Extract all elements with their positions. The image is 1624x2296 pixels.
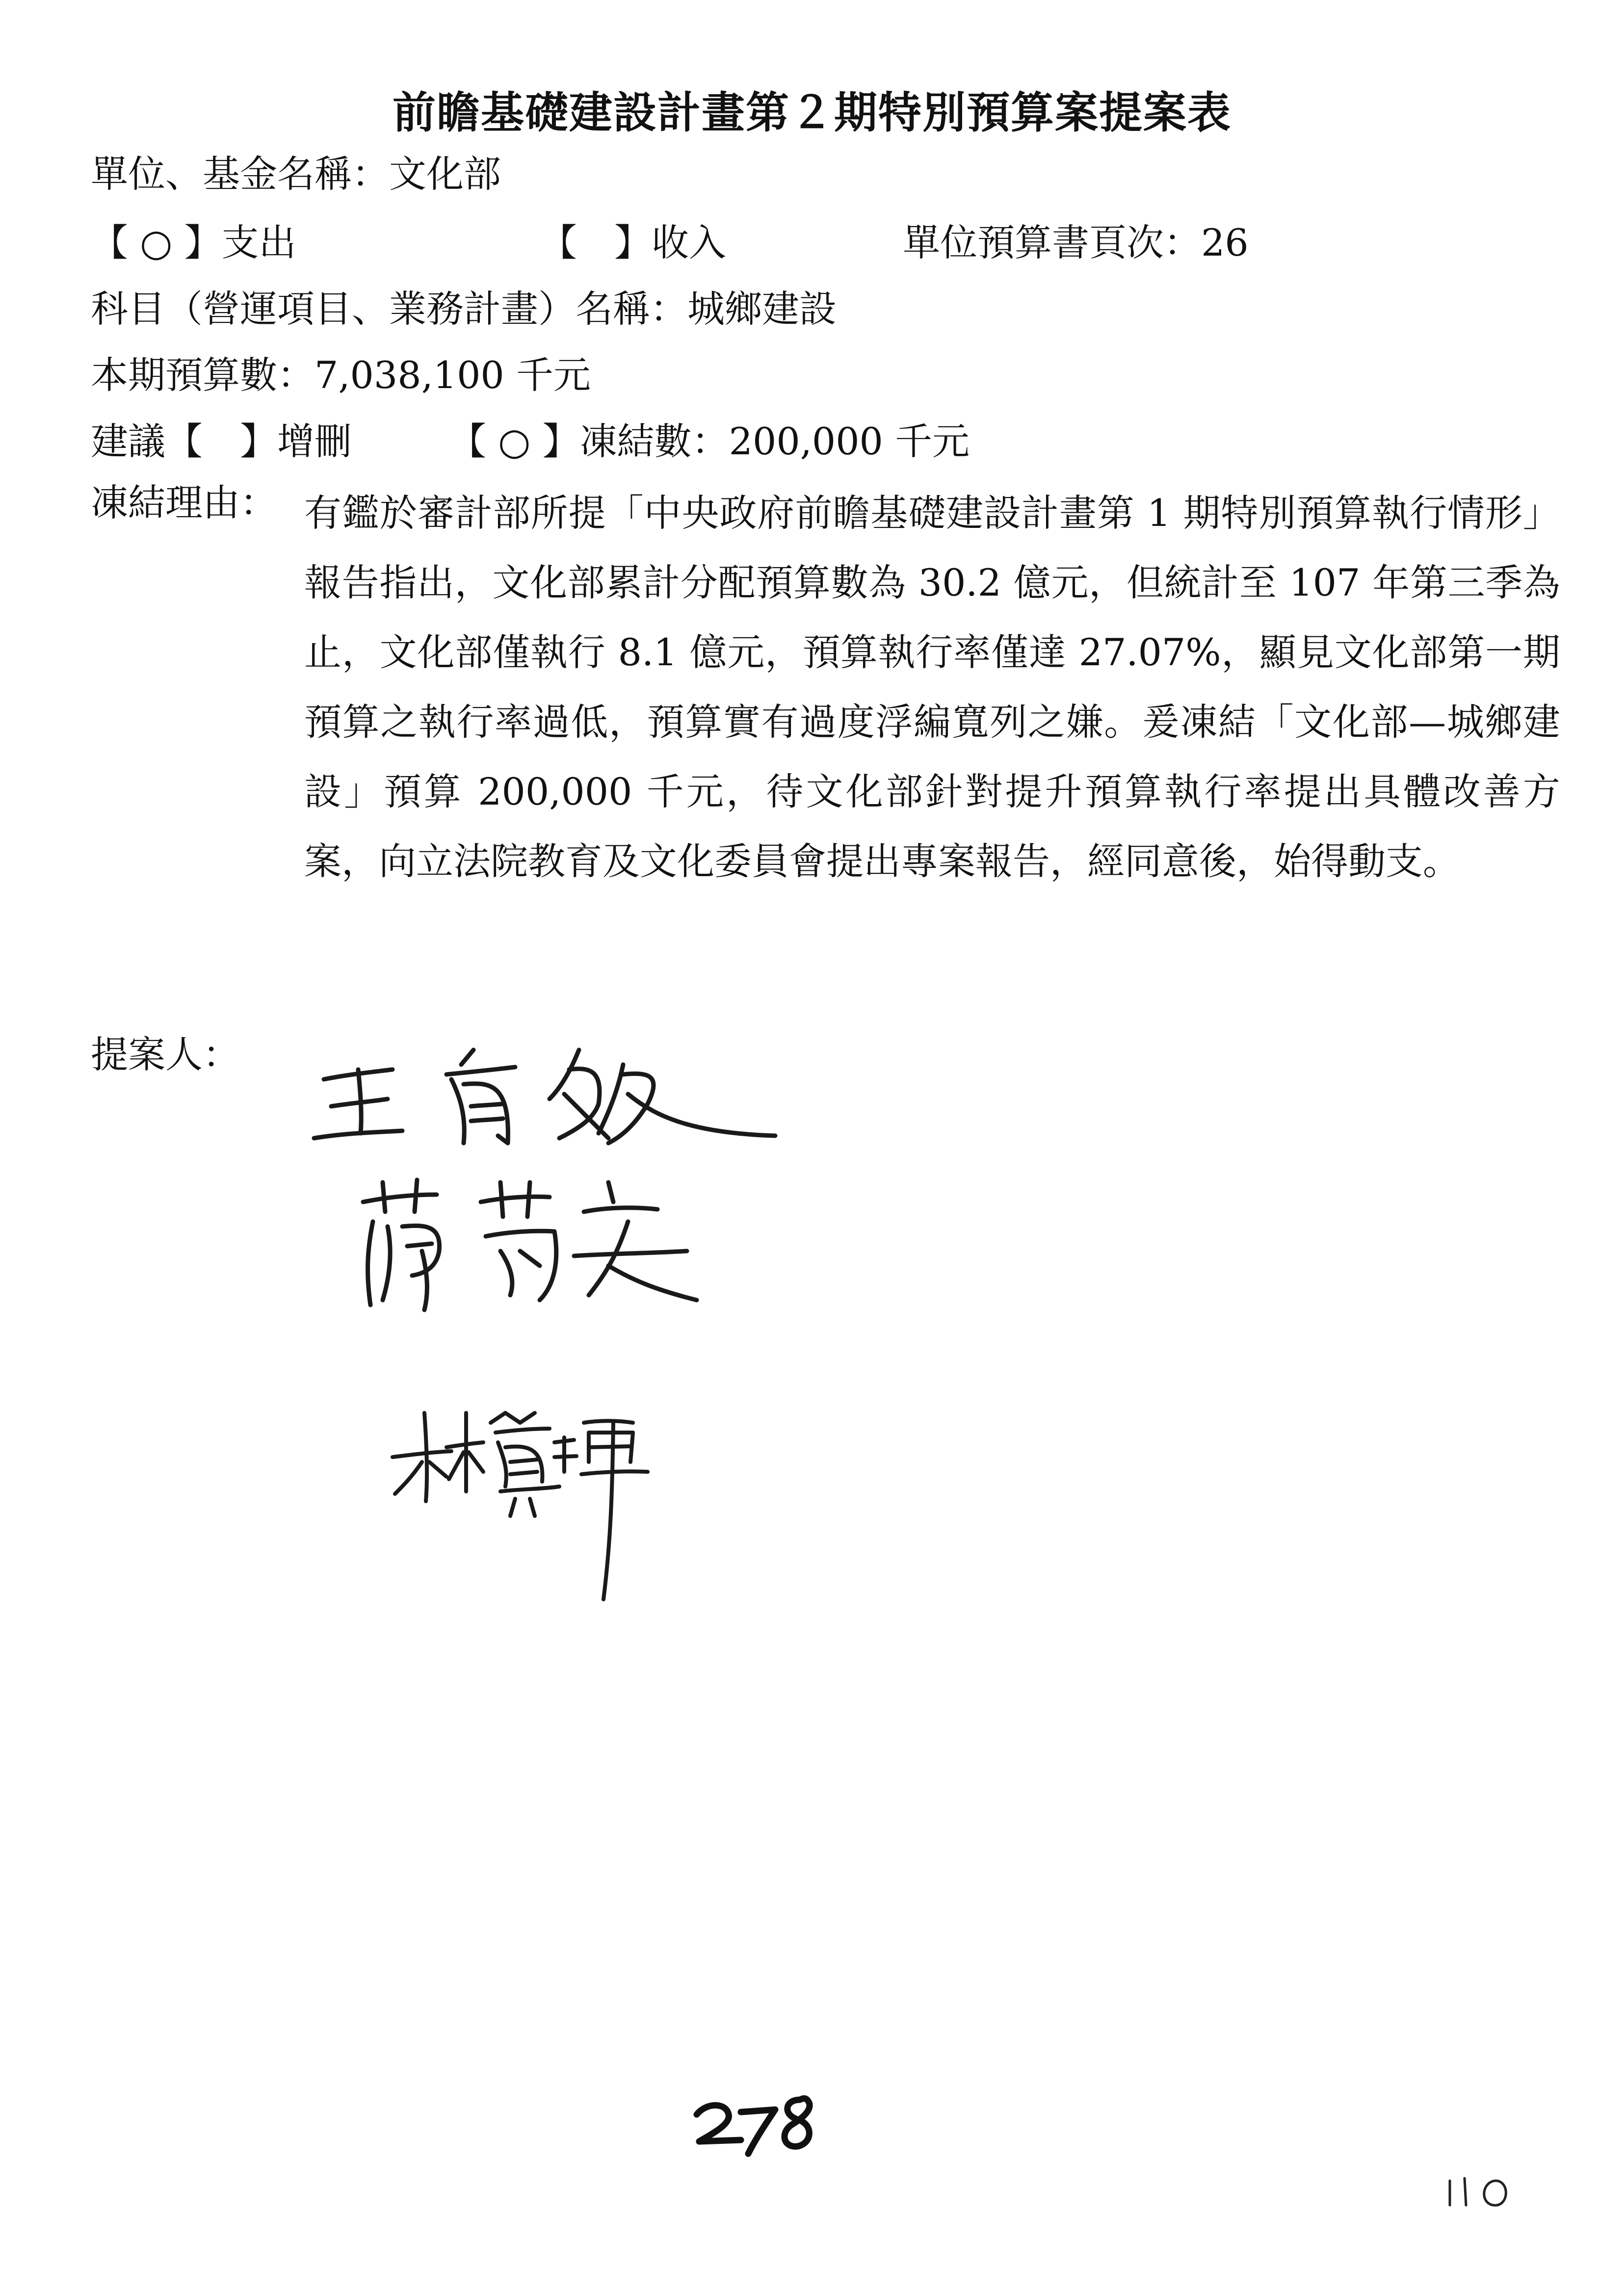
signature-2-drawing <box>353 1168 726 1315</box>
handwritten-page-number <box>687 2085 834 2161</box>
proposer-label: 提案人： <box>91 1033 240 1076</box>
budget-amount-line: 本期預算數：7,038,100 千元 <box>91 353 591 397</box>
reason-text: 有鑑於審計部所提「中央政府前瞻基礎建設計畫第 1 期特別預算執行情形」報告指出，文化部累計分配預算數為 30.2 億元，但統計至 107 年第三季為止，文化部僅執行 8.1 億元，預算執行率僅達 27.07%，顯見文化部第一期預算之執行率過低，預算實有過度浮編寬列之嫌。爰凍結「文化部—城鄉建設」預算 200,000 千元，待文化部針對提升預算執行率提出具體改善方案，向立法院教育及文化委員會提出專案報告，經同意後，始得動支。 <box>304 491 1560 883</box>
signature-1-drawing <box>304 1020 795 1168</box>
reason-label: 凍結理由： <box>91 481 277 524</box>
corner-number <box>1442 2168 1521 2215</box>
page-number-drawing <box>687 2085 834 2159</box>
income-mark: 【 】收入 <box>540 221 726 264</box>
document-title: 前瞻基礎建設計畫第２期特別預算案提案表 <box>392 87 1231 138</box>
subject-line: 科目（營運項目、業務計畫）名稱：城鄉建設 <box>91 287 837 331</box>
unit-line: 單位、基金名稱：文化部 <box>91 152 501 196</box>
suggestion-add-delete: 建議【 】增刪 <box>91 419 352 463</box>
corner-number-drawing <box>1442 2168 1521 2213</box>
signature-3-drawing <box>388 1393 662 1609</box>
signature-3 <box>388 1393 662 1609</box>
budget-page-number: 單位預算書頁次：26 <box>903 221 1249 264</box>
signature-1 <box>304 1020 795 1168</box>
expense-mark: 【 ○ 】支出 <box>91 221 296 264</box>
suggestion-freeze-amount: 【 ○ 】凍結數：200,000 千元 <box>449 419 970 463</box>
signature-2 <box>353 1168 726 1315</box>
